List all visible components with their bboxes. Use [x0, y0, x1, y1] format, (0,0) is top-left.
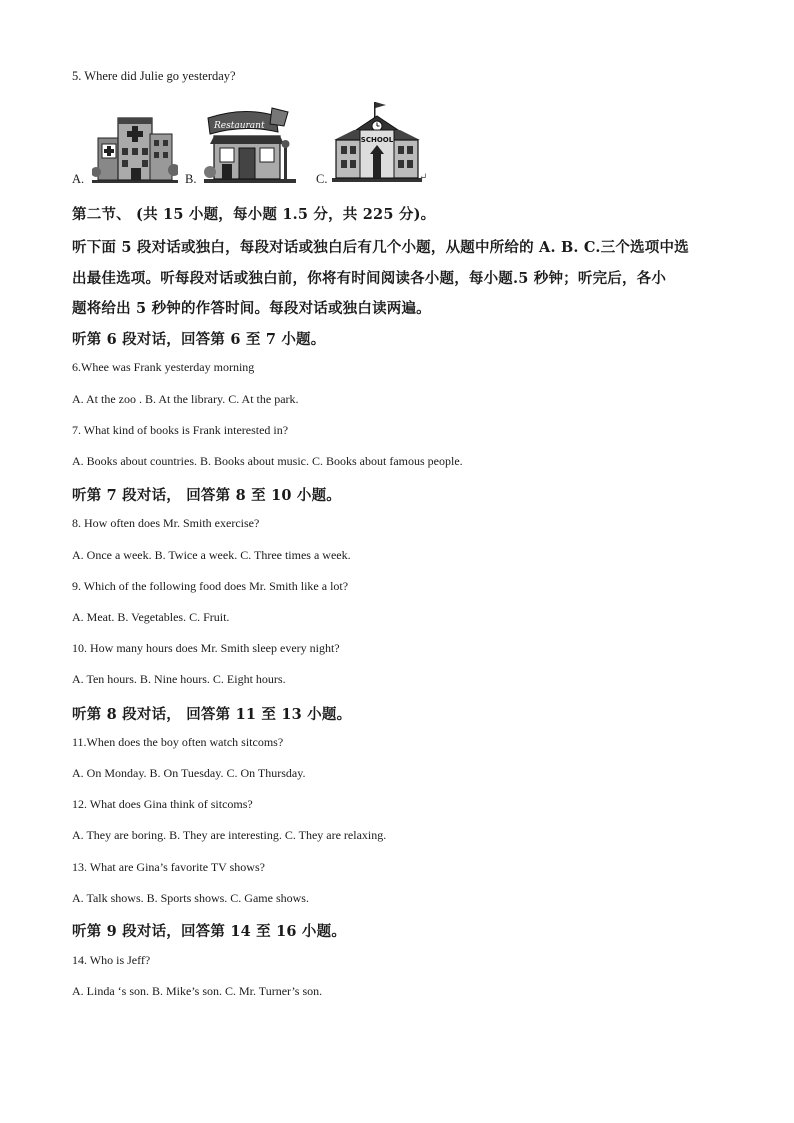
school-icon: [332, 100, 422, 184]
question-11: 11.When does the boy often watch sitcoms?: [72, 735, 284, 749]
restaurant-icon: [204, 106, 296, 184]
question-12-options: A. They are boring. B. They are interesting. C. They are relaxing.: [72, 828, 387, 842]
dialog-8-heading: 听第 8 段对话， 回答第 11 至 13 小题。: [72, 706, 352, 723]
section-2-heading: 第二节、 (共 15 小题，每小题 1.5 分，共 225 分)。: [72, 206, 436, 223]
paragraph-mark: ↵: [419, 172, 428, 183]
question-7: 7. What kind of books is Frank interested in?: [72, 423, 289, 437]
option-b-label: B.: [185, 172, 197, 186]
option-c-label: C.: [316, 172, 328, 186]
restaurant-sign-text: Restaurant: [214, 121, 265, 131]
question-8: 8. How often does Mr. Smith exercise?: [72, 516, 260, 530]
dialog-9-heading: 听第 9 段对话，回答第 14 至 16 小题。: [72, 923, 347, 940]
section-2-instructions-line-3: 题将给出 5 秒钟的作答时间。每段对话或独白读两遍。: [72, 300, 431, 317]
dialog-7-heading: 听第 7 段对话， 回答第 8 至 10 小题。: [72, 487, 341, 504]
question-11-options: A. On Monday. B. On Tuesday. C. On Thursday.: [72, 766, 306, 780]
question-8-options: A. Once a week. B. Twice a week. C. Three times a week.: [72, 548, 351, 562]
question-13-options: A. Talk shows. B. Sports shows. C. Game shows.: [72, 891, 309, 905]
question-14: 14. Who is Jeff?: [72, 953, 151, 967]
question-13: 13. What are Gina’s favorite TV shows?: [72, 860, 265, 874]
question-10: 10. How many hours does Mr. Smith sleep every night?: [72, 641, 340, 655]
question-7-options: A. Books about countries. B. Books about music. C. Books about famous people.: [72, 454, 463, 468]
question-6-options: A. At the zoo . B. At the library. C. At the park.: [72, 392, 299, 406]
dialog-6-heading: 听第 6 段对话，回答第 6 至 7 小题。: [72, 331, 326, 348]
option-a-label: A.: [72, 172, 85, 186]
question-6: 6.Whee was Frank yesterday morning: [72, 360, 255, 374]
question-5-options: [72, 96, 452, 188]
school-sign-text: SCHOOL: [360, 136, 394, 144]
question-14-options: A. Linda ‘s son. B. Mike’s son. C. Mr. Turner’s son.: [72, 984, 323, 998]
section-2-instructions-line-2: 出最佳选项。听每段对话或独白前，你将有时间阅读各小题，每小题.5 秒钟；听完后，各小: [72, 270, 667, 287]
question-9: 9. Which of the following food does Mr. Smith like a lot?: [72, 579, 349, 593]
question-12: 12. What does Gina think of sitcoms?: [72, 797, 253, 811]
question-9-options: A. Meat. B. Vegetables. C. Fruit.: [72, 610, 230, 624]
hospital-icon: [92, 110, 178, 184]
section-2-instructions-line-1: 听下面 5 段对话或独白，每段对话或独白后有几个小题，从题中所给的 A. B. C.三个选项中选: [72, 239, 689, 256]
question-10-options: A. Ten hours. B. Nine hours. C. Eight hours.: [72, 672, 286, 686]
question-5: 5. Where did Julie go yesterday?: [72, 69, 236, 83]
